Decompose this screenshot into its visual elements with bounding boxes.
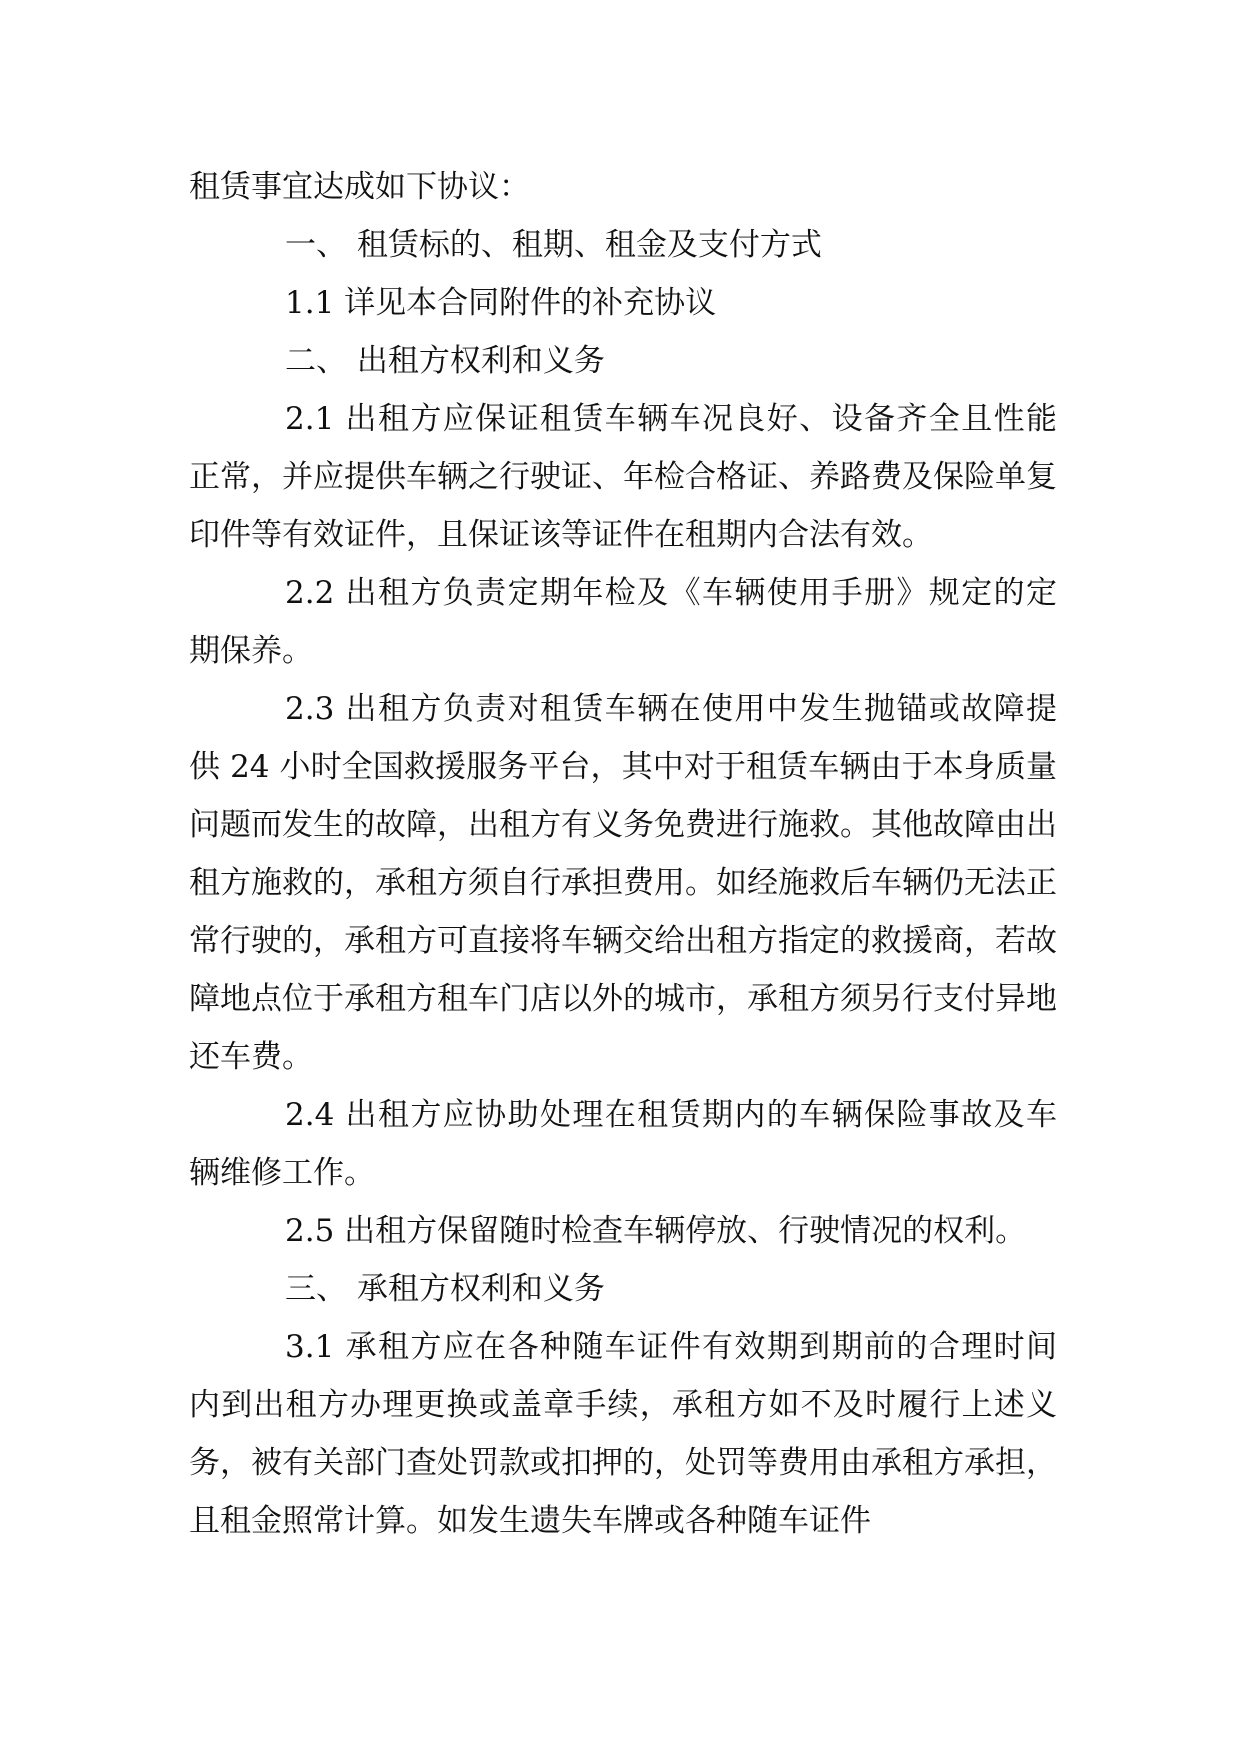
clause-3-1: 3.1 承租方应在各种随车证件有效期到期前的合理时间内到出租方办理更换或盖章手续，承租方如不及时履行上述义务，被有关部门查处罚款或扣押的，处罚等费用由承租方承担，且租金照常计算。如发生遗失车牌或各种随车证件: [189, 1329, 1057, 1539]
clause-2-1: 2.1 出租方应保证租赁车辆车况良好、设备齐全且性能正常，并应提供车辆之行驶证、年检合格证、养路费及保险单复印件等有效证件，且保证该等证件在租期内合法有效。: [189, 401, 1057, 553]
heading-section-1: 一、 租赁标的、租期、租金及支付方式: [285, 227, 822, 263]
clause-2-5: 2.5 出租方保留随时检查车辆停放、行驶情况的权利。: [285, 1213, 1027, 1249]
clause-1-1: 1.1 详见本合同附件的补充协议: [285, 285, 717, 321]
heading-section-3: 三、 承租方权利和义务: [285, 1271, 605, 1307]
paragraph-intro: 租赁事宜达成如下协议：: [189, 169, 530, 205]
heading-section-2: 二、 出租方权利和义务: [285, 343, 605, 379]
clause-2-4: 2.4 出租方应协助处理在租赁期内的车辆保险事故及车辆维修工作。: [189, 1097, 1057, 1191]
clause-2-3: 2.3 出租方负责对租赁车辆在使用中发生抛锚或故障提供 24 小时全国救援服务平台，其中对于租赁车辆由于本身质量问题而发生的故障，出租方有义务免费进行施救。其他故障由出租方施救的，承租方须自行承担费用。如经施救后车辆仍无法正常行驶的，承租方可直接将车辆交给出租方指定的救援商，若故障地点位于承租方租车门店以外的城市，承租方须另行支付异地还车费。: [189, 691, 1057, 1075]
clause-2-2: 2.2 出租方负责定期年检及《车辆使用手册》规定的定期保养。: [189, 575, 1057, 669]
document-body: [189, 158, 1057, 1550]
